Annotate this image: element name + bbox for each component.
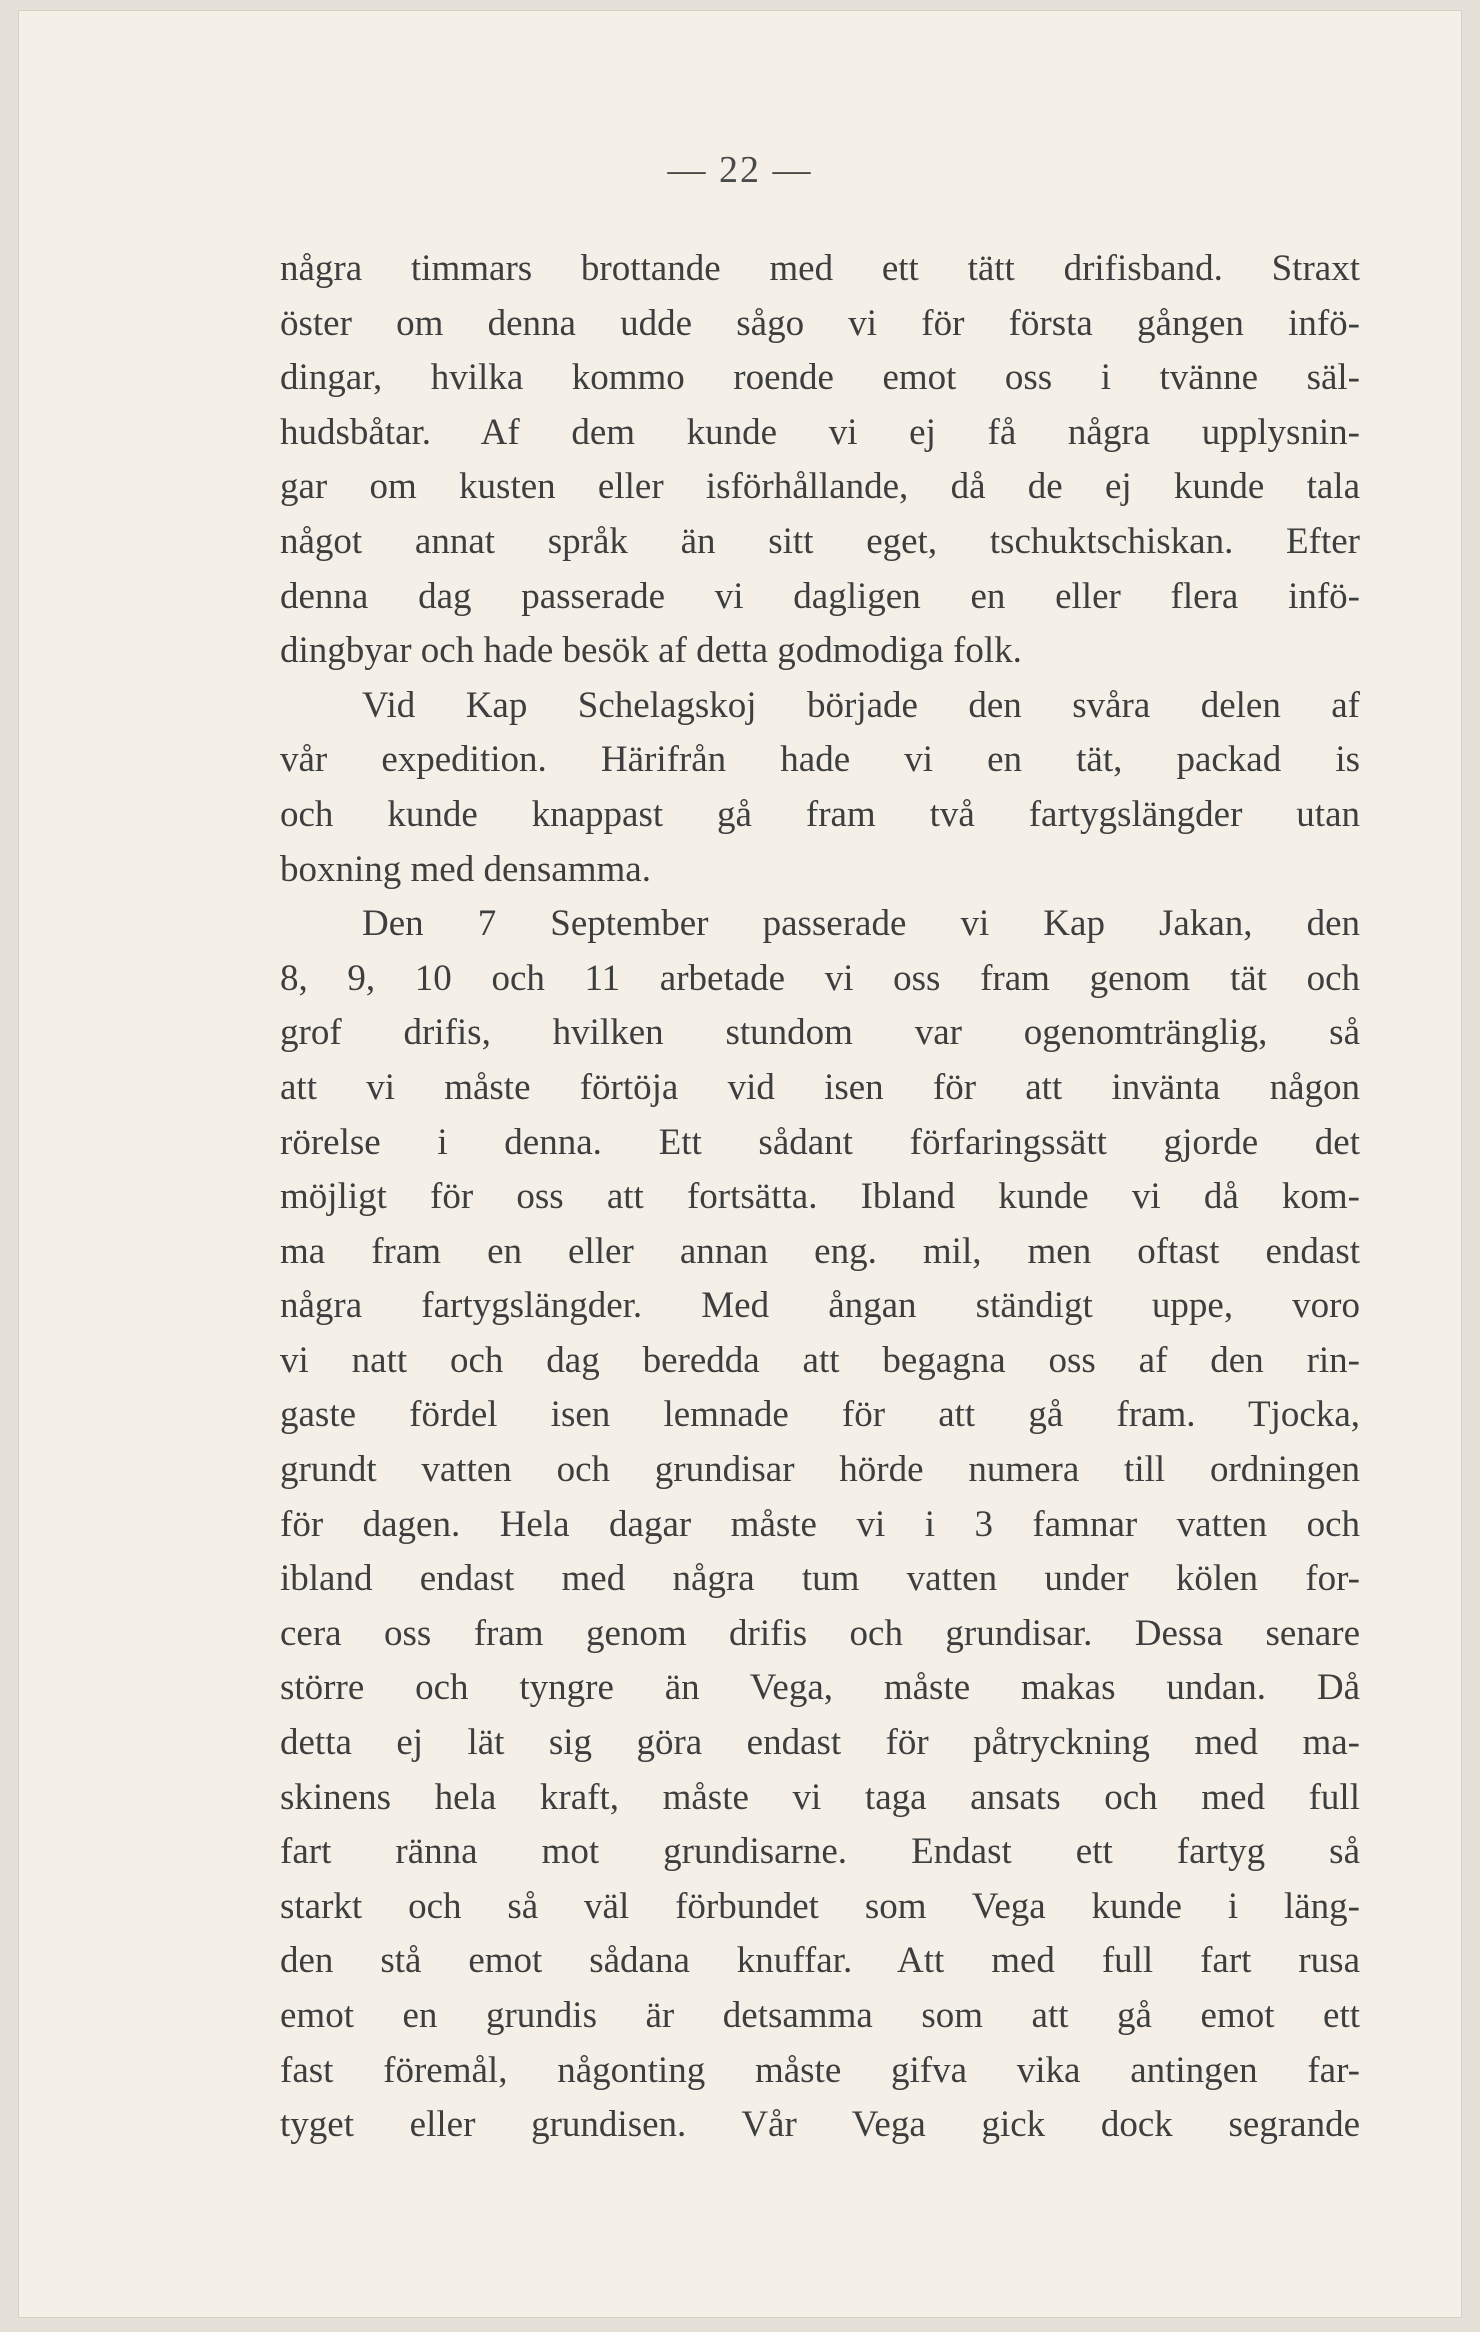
- text-line: denna dag passerade vi dagligen en eller flera infö-: [280, 575, 1360, 617]
- text-line: 8, 9, 10 och 11 arbetade vi oss fram genom tät och: [280, 957, 1360, 999]
- text-line: några timmars brottande med ett tätt drifisband. Straxt: [280, 248, 1360, 289]
- text-line: ma fram en eller annan eng. mil, men oftast endast: [280, 1230, 1360, 1272]
- text-line: för dagen. Hela dagar måste vi i 3 famnar vatten och: [280, 1503, 1360, 1545]
- text-line: rörelse i denna. Ett sådant förfaringssätt gjorde det: [280, 1121, 1360, 1163]
- text-line: vår expedition. Härifrån hade vi en tät, packad is: [280, 739, 1360, 781]
- text-line: hudsbåtar. Af dem kunde vi ej få några upplysnin-: [280, 411, 1360, 453]
- text-line: fart ränna mot grundisarne. Endast ett fartyg så: [280, 1831, 1360, 1873]
- page-number: — 22 —: [667, 149, 813, 191]
- text-line: vi natt och dag beredda att begagna oss af den rin-: [280, 1339, 1360, 1381]
- text-line: Vid Kap Schelagskoj började den svåra delen af: [362, 684, 1360, 726]
- text-line: något annat språk än sitt eget, tschuktschiskan. Efter: [280, 520, 1360, 562]
- text-line: starkt och så väl förbundet som Vega kunde i läng-: [280, 1885, 1360, 1927]
- book-page: [18, 10, 1462, 2318]
- text-line: möjligt för oss att fortsätta. Ibland kunde vi då kom-: [280, 1176, 1360, 1218]
- text-line: cera oss fram genom drifis och grundisar. Dessa senare: [280, 1612, 1360, 1654]
- text-line: dingar, hvilka kommo roende emot oss i tvänne säl-: [280, 357, 1360, 399]
- text-line: skinens hela kraft, måste vi taga ansats och med full: [280, 1776, 1360, 1818]
- text-line: att vi måste förtöja vid isen för att invänta någon: [280, 1066, 1360, 1108]
- text-line: detta ej lät sig göra endast för påtryckning med ma-: [280, 1722, 1360, 1764]
- text-line: tyget eller grundisen. Vår Vega gick dock segrande: [280, 2104, 1360, 2146]
- text-line: boxning med densamma.: [280, 848, 651, 890]
- text-line: den stå emot sådana knuffar. Att med full fart rusa: [280, 1940, 1360, 1982]
- text-line: gaste fördel isen lemnade för att gå fram. Tjocka,: [280, 1394, 1360, 1436]
- text-line: emot en grundis är detsamma som att gå emot ett: [280, 1995, 1360, 2036]
- body-text: [280, 242, 1360, 2153]
- text-line: och kunde knappast gå fram två fartygslängder utan: [280, 793, 1360, 835]
- text-line: Den 7 September passerade vi Kap Jakan, den: [362, 903, 1360, 945]
- text-line: fast föremål, någonting måste gifva vika antingen far-: [280, 2049, 1360, 2091]
- text-line: öster om denna udde sågo vi för första gången infö-: [280, 302, 1360, 344]
- text-line: grof drifis, hvilken stundom var ogenomtränglig, så: [280, 1012, 1360, 1054]
- text-line: grundt vatten och grundisar hörde numera till ordningen: [280, 1449, 1360, 1491]
- text-line: några fartygslängder. Med ångan ständigt uppe, voro: [280, 1285, 1360, 1327]
- text-line: dingbyar och hade besök af detta godmodiga folk.: [280, 630, 1022, 672]
- text-line: ibland endast med några tum vatten under kölen for-: [280, 1558, 1360, 1600]
- text-line: större och tyngre än Vega, måste makas undan. Då: [280, 1667, 1360, 1709]
- text-line: gar om kusten eller isförhållande, då de ej kunde tala: [280, 466, 1360, 508]
